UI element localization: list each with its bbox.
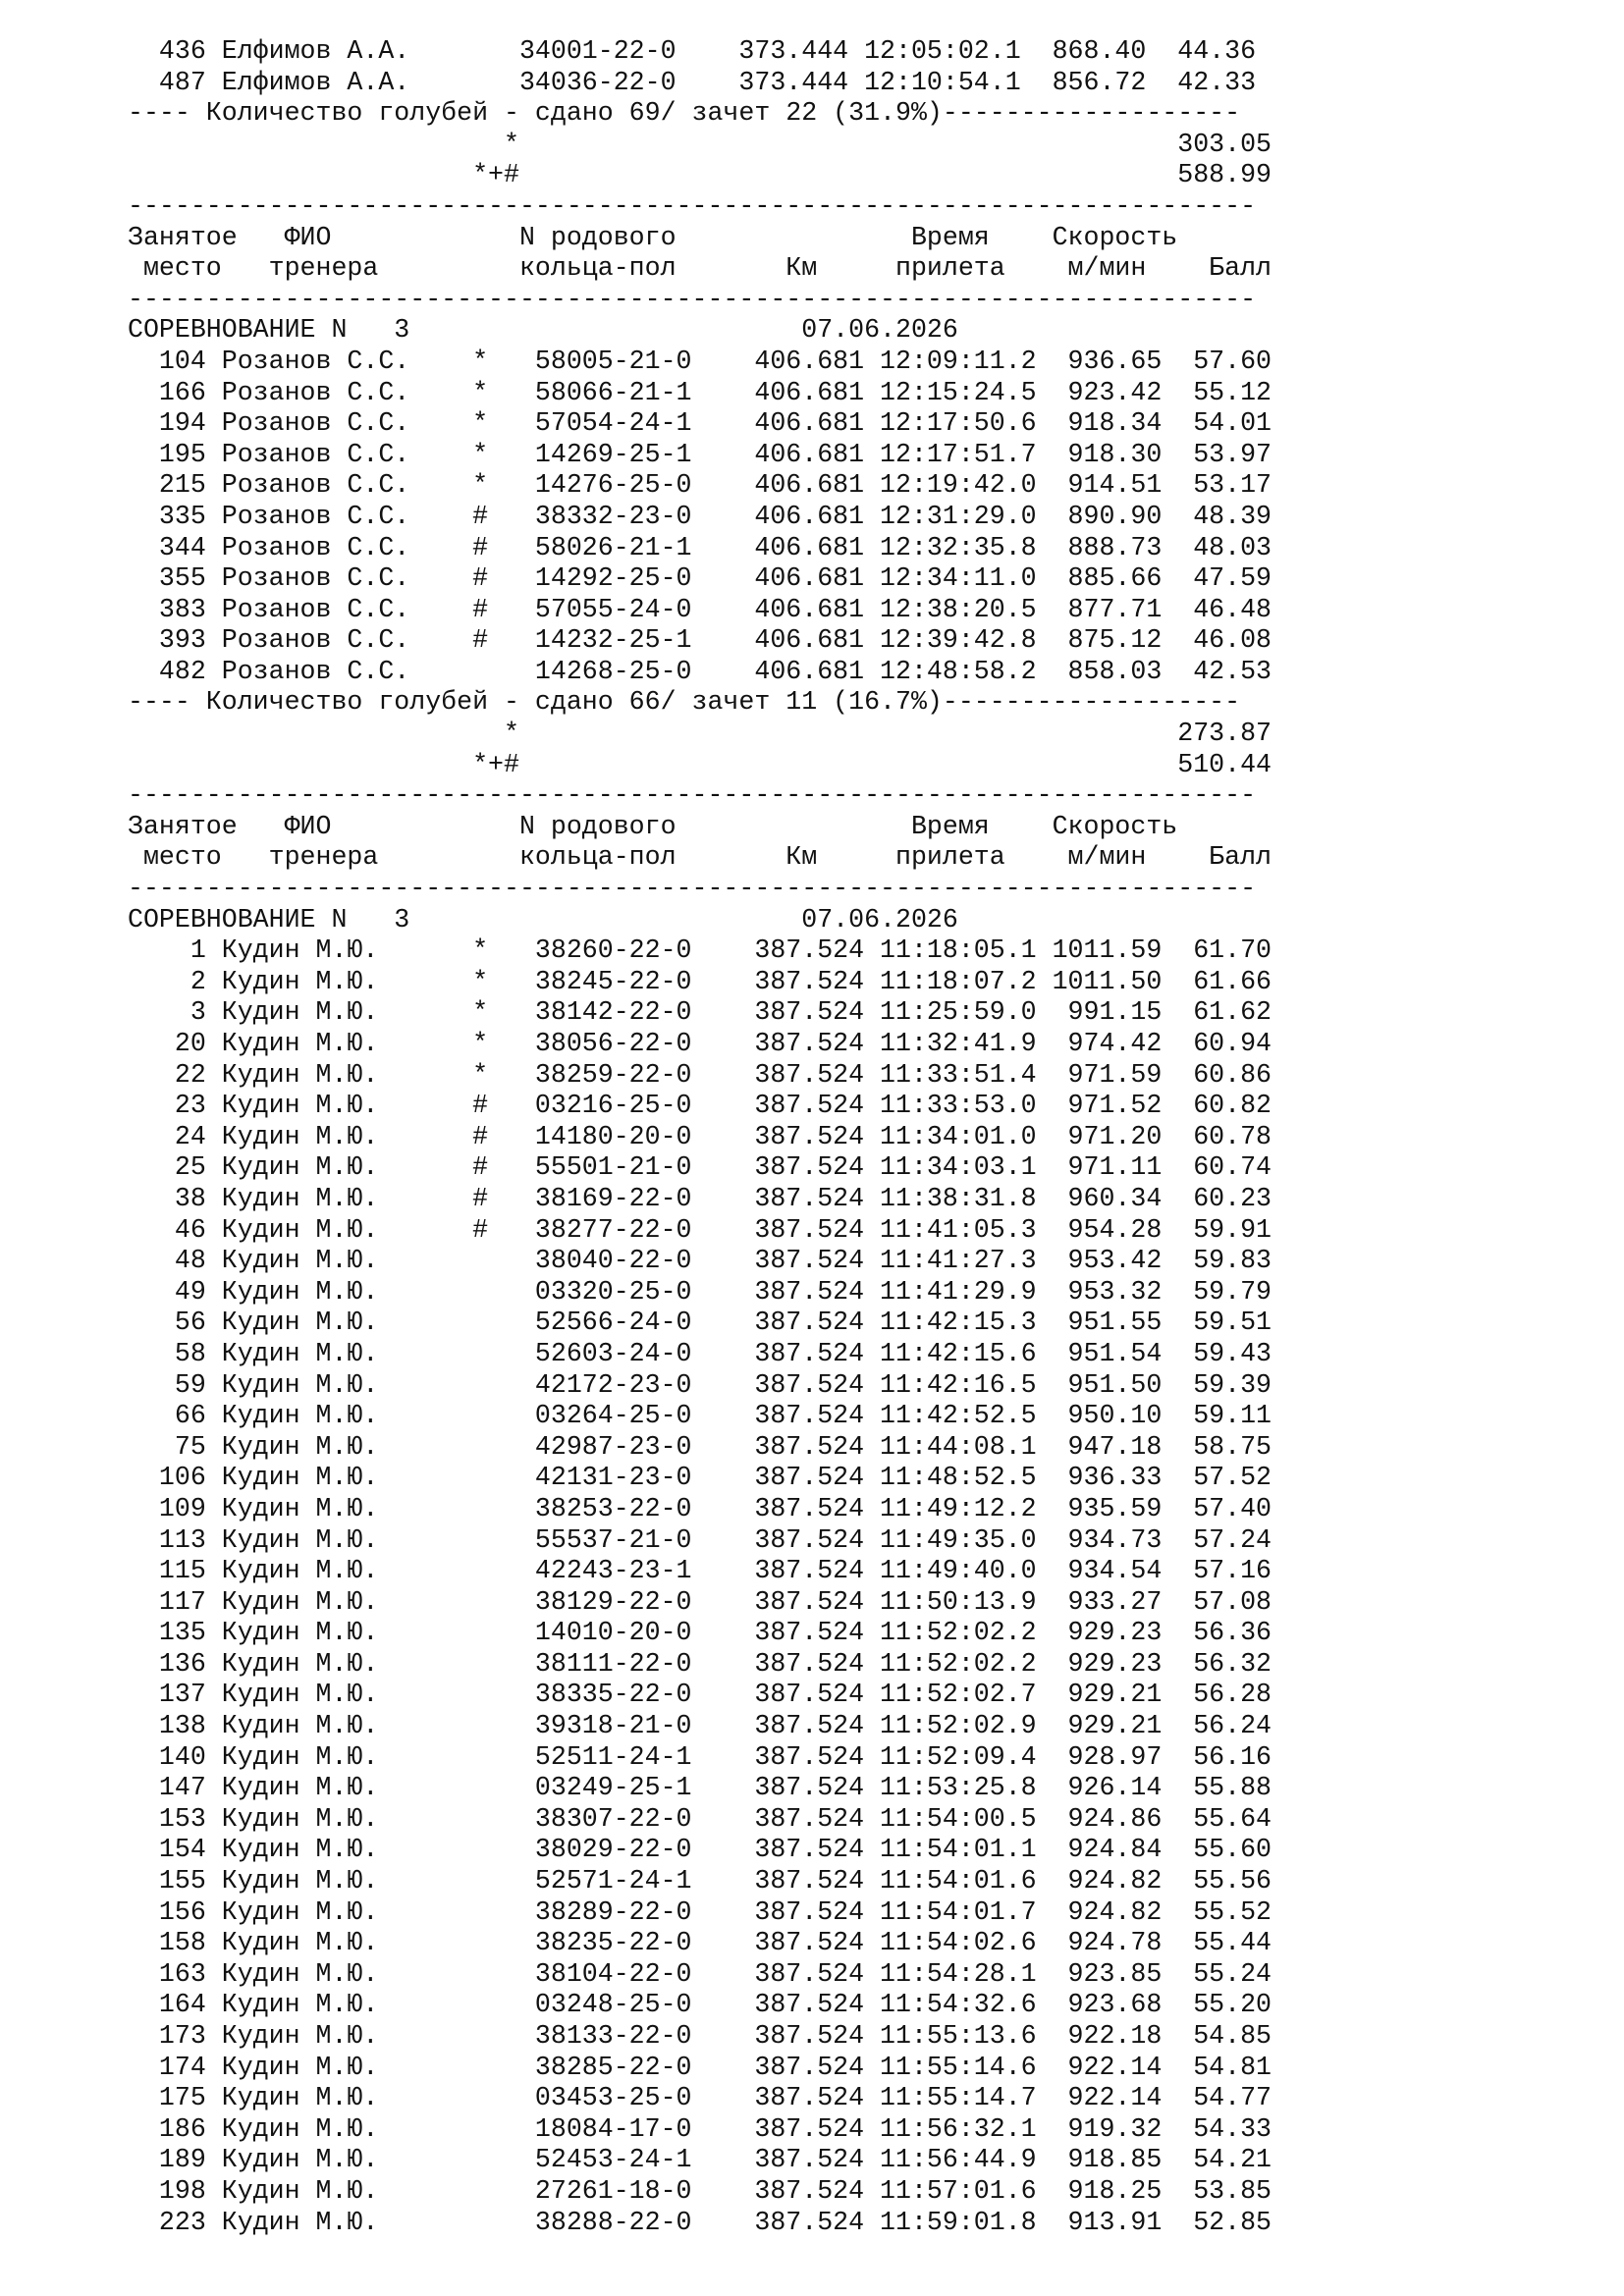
- report-line: *+# 588.99: [128, 160, 1272, 190]
- report-line: 153 Кудин М.Ю. 38307-22-0 387.524 11:54:00.5 924.86 55.64: [128, 1803, 1272, 1834]
- report-line: 46 Кудин М.Ю. # 38277-22-0 387.524 11:41:05.3 954.28 59.91: [128, 1214, 1272, 1245]
- report-line: 25 Кудин М.Ю. # 55501-21-0 387.524 11:34:03.1 971.11 60.74: [128, 1152, 1272, 1183]
- report-line: 173 Кудин М.Ю. 38133-22-0 387.524 11:55:13.6 922.18 54.85: [128, 2021, 1272, 2051]
- report-line: 66 Кудин М.Ю. 03264-25-0 387.524 11:42:52.5 950.10 59.11: [128, 1401, 1272, 1431]
- report-line: 48 Кудин М.Ю. 38040-22-0 387.524 11:41:27.3 953.42 59.83: [128, 1246, 1272, 1276]
- report-line: ---- Количество голубей - сдано 69/ зачет 22 (31.9%)-------------------: [128, 98, 1241, 129]
- report-line: 166 Розанов С.С. * 58066-21-1 406.681 12:15:24.5 923.42 55.12: [128, 377, 1272, 407]
- report-line: ------------------------------------------------------------------------: [128, 190, 1257, 221]
- report-line: 2 Кудин М.Ю. * 38245-22-0 387.524 11:18:07.2 1011.50 61.66: [128, 966, 1272, 996]
- report-line: 487 Елфимов А.А. 34036-22-0 373.444 12:10:54.1 856.72 42.33: [128, 67, 1257, 97]
- report-line: место тренера кольца-пол Км прилета м/мин Балл: [128, 253, 1272, 284]
- report-line: 393 Розанов С.С. # 14232-25-1 406.681 12:39:42.8 875.12 46.08: [128, 625, 1272, 656]
- report-line: 436 Елфимов А.А. 34001-22-0 373.444 12:05:02.1 868.40 44.36: [128, 36, 1257, 66]
- report-line: 215 Розанов С.С. * 14276-25-0 406.681 12:19:42.0 914.51 53.17: [128, 470, 1272, 501]
- report-line: * 303.05: [128, 129, 1272, 159]
- report-line: 104 Розанов С.С. * 58005-21-0 406.681 12:09:11.2 936.65 57.60: [128, 346, 1272, 376]
- report-line: ---- Количество голубей - сдано 66/ зачет 11 (16.7%)-------------------: [128, 687, 1241, 718]
- report-line: 194 Розанов С.С. * 57054-24-1 406.681 12:17:50.6 918.34 54.01: [128, 408, 1272, 439]
- report-line: 24 Кудин М.Ю. # 14180-20-0 387.524 11:34:01.0 971.20 60.78: [128, 1121, 1272, 1151]
- report-line: ------------------------------------------------------------------------: [128, 284, 1257, 314]
- report-line: 138 Кудин М.Ю. 39318-21-0 387.524 11:52:02.9 929.21 56.24: [128, 1711, 1272, 1741]
- report-line: 355 Розанов С.С. # 14292-25-0 406.681 12:34:11.0 885.66 47.59: [128, 563, 1272, 594]
- report-line: 223 Кудин М.Ю. 38288-22-0 387.524 11:59:01.8 913.91 52.85: [128, 2207, 1272, 2237]
- report-line: 163 Кудин М.Ю. 38104-22-0 387.524 11:54:28.1 923.85 55.24: [128, 1958, 1272, 1989]
- report-line: 115 Кудин М.Ю. 42243-23-1 387.524 11:49:40.0 934.54 57.16: [128, 1556, 1272, 1586]
- report-line: ------------------------------------------------------------------------: [128, 874, 1257, 904]
- report-line: 136 Кудин М.Ю. 38111-22-0 387.524 11:52:02.2 929.23 56.32: [128, 1648, 1272, 1679]
- report-line: 106 Кудин М.Ю. 42131-23-0 387.524 11:48:52.5 936.33 57.52: [128, 1463, 1272, 1493]
- report-line: 198 Кудин М.Ю. 27261-18-0 387.524 11:57:01.6 918.25 53.85: [128, 2175, 1272, 2206]
- report-line: 174 Кудин М.Ю. 38285-22-0 387.524 11:55:14.6 922.14 54.81: [128, 2052, 1272, 2082]
- report-line: 482 Розанов С.С. 14268-25-0 406.681 12:48:58.2 858.03 42.53: [128, 656, 1272, 686]
- report-line: * 273.87: [128, 719, 1272, 749]
- report-line: 156 Кудин М.Ю. 38289-22-0 387.524 11:54:01.7 924.82 55.52: [128, 1896, 1272, 1927]
- report-line: 164 Кудин М.Ю. 03248-25-0 387.524 11:54:32.6 923.68 55.20: [128, 1990, 1272, 2020]
- report-line: 49 Кудин М.Ю. 03320-25-0 387.524 11:41:29.9 953.32 59.79: [128, 1276, 1272, 1307]
- report-line: *+# 510.44: [128, 749, 1272, 779]
- report-line: 23 Кудин М.Ю. # 03216-25-0 387.524 11:33:53.0 971.52 60.82: [128, 1091, 1272, 1121]
- report-line: 158 Кудин М.Ю. 38235-22-0 387.524 11:54:02.6 924.78 55.44: [128, 1928, 1272, 1958]
- report-line: 344 Розанов С.С. # 58026-21-1 406.681 12:32:35.8 888.73 48.03: [128, 532, 1272, 562]
- report-line: Занятое ФИО N родового Время Скорость: [128, 811, 1178, 841]
- report-line: 135 Кудин М.Ю. 14010-20-0 387.524 11:52:02.2 929.23 56.36: [128, 1618, 1272, 1648]
- report-line: 109 Кудин М.Ю. 38253-22-0 387.524 11:49:12.2 935.59 57.40: [128, 1493, 1272, 1523]
- report-line: 155 Кудин М.Ю. 52571-24-1 387.524 11:54:01.6 924.82 55.56: [128, 1866, 1272, 1896]
- report-line: Занятое ФИО N родового Время Скорость: [128, 222, 1178, 252]
- report-line: 175 Кудин М.Ю. 03453-25-0 387.524 11:55:14.7 922.14 54.77: [128, 2083, 1272, 2113]
- report-line: 59 Кудин М.Ю. 42172-23-0 387.524 11:42:16.5 951.50 59.39: [128, 1369, 1272, 1400]
- report-line: 113 Кудин М.Ю. 55537-21-0 387.524 11:49:35.0 934.73 57.24: [128, 1524, 1272, 1555]
- report-line: 186 Кудин М.Ю. 18084-17-0 387.524 11:56:32.1 919.32 54.33: [128, 2113, 1272, 2144]
- report-line: ------------------------------------------------------------------------: [128, 780, 1257, 811]
- report-line: место тренера кольца-пол Км прилета м/мин Балл: [128, 842, 1272, 873]
- report-line: 38 Кудин М.Ю. # 38169-22-0 387.524 11:38:31.8 960.34 60.23: [128, 1183, 1272, 1213]
- results-report: [128, 36, 1272, 2238]
- report-line: 147 Кудин М.Ю. 03249-25-1 387.524 11:53:25.8 926.14 55.88: [128, 1773, 1272, 1803]
- report-line: СОРЕВНОВАНИЕ N 3 07.06.2026: [128, 315, 958, 346]
- report-line: 117 Кудин М.Ю. 38129-22-0 387.524 11:50:13.9 933.27 57.08: [128, 1586, 1272, 1617]
- report-line: 58 Кудин М.Ю. 52603-24-0 387.524 11:42:15.6 951.54 59.43: [128, 1338, 1272, 1368]
- report-line: 22 Кудин М.Ю. * 38259-22-0 387.524 11:33:51.4 971.59 60.86: [128, 1059, 1272, 1090]
- report-line: 189 Кудин М.Ю. 52453-24-1 387.524 11:56:44.9 918.85 54.21: [128, 2145, 1272, 2175]
- report-line: 140 Кудин М.Ю. 52511-24-1 387.524 11:52:09.4 928.97 56.16: [128, 1741, 1272, 1772]
- report-line: 75 Кудин М.Ю. 42987-23-0 387.524 11:44:08.1 947.18 58.75: [128, 1431, 1272, 1462]
- report-line: 195 Розанов С.С. * 14269-25-1 406.681 12:17:51.7 918.30 53.97: [128, 439, 1272, 469]
- report-line: 56 Кудин М.Ю. 52566-24-0 387.524 11:42:15.3 951.55 59.51: [128, 1308, 1272, 1338]
- report-line: 154 Кудин М.Ю. 38029-22-0 387.524 11:54:01.1 924.84 55.60: [128, 1835, 1272, 1865]
- report-line: 137 Кудин М.Ю. 38335-22-0 387.524 11:52:02.7 929.21 56.28: [128, 1680, 1272, 1710]
- report-line: 20 Кудин М.Ю. * 38056-22-0 387.524 11:32:41.9 974.42 60.94: [128, 1029, 1272, 1058]
- report-line: 1 Кудин М.Ю. * 38260-22-0 387.524 11:18:05.1 1011.59 61.70: [128, 935, 1272, 966]
- report-line: СОРЕВНОВАНИЕ N 3 07.06.2026: [128, 904, 958, 934]
- report-line: 335 Розанов С.С. # 38332-23-0 406.681 12:31:29.0 890.90 48.39: [128, 501, 1272, 531]
- report-line: 3 Кудин М.Ю. * 38142-22-0 387.524 11:25:59.0 991.15 61.62: [128, 997, 1272, 1028]
- report-line: 383 Розанов С.С. # 57055-24-0 406.681 12:38:20.5 877.71 46.48: [128, 594, 1272, 624]
